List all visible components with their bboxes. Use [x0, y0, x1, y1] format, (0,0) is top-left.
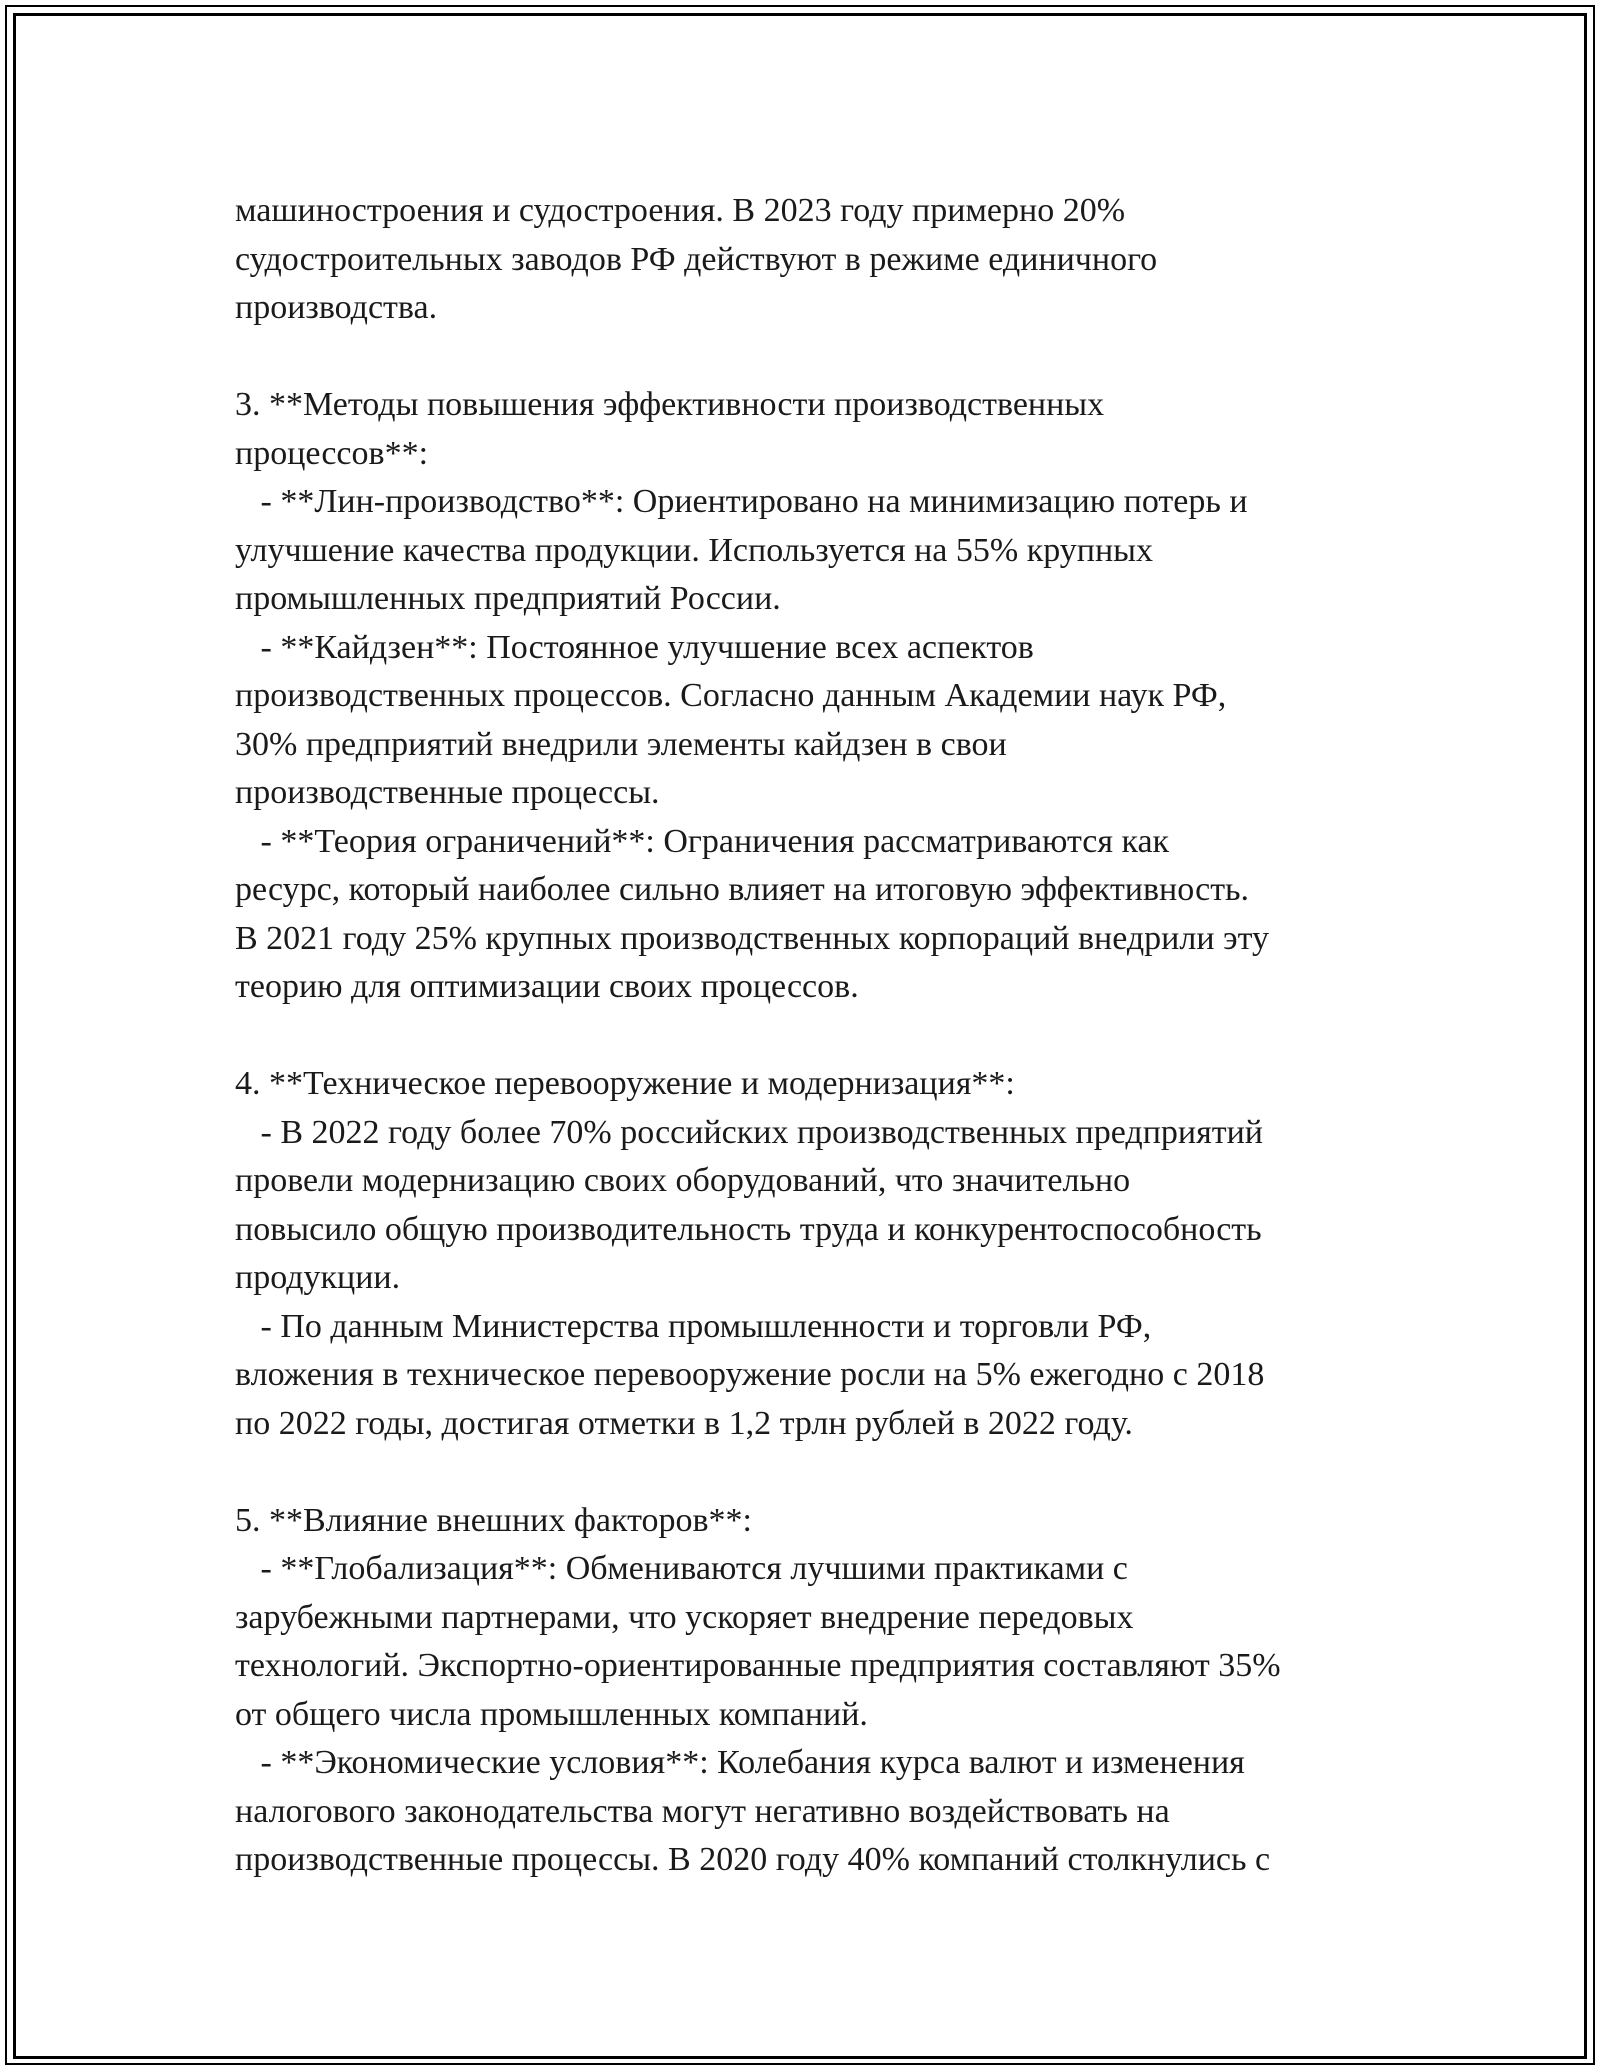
- text-line: повысило общую производительность труда и конкурентоспособность: [235, 1210, 1262, 1248]
- text-line: вложения в техническое перевооружение росли на 5% ежегодно с 2018: [235, 1356, 1265, 1393]
- list-item-line: - **Экономические условия**: Колебания курса валют и изменения: [235, 1744, 1245, 1781]
- text-line: 30% предприятий внедрили элементы кайдзен в свои: [235, 725, 1007, 763]
- text-line: машиностроения и судостроения. В 2023 году примерно 20%: [235, 192, 1126, 229]
- text-line: зарубежными партнерами, что ускоряет внедрение передовых: [235, 1598, 1134, 1636]
- section-heading: 4. **Техническое перевооружение и модернизация**:: [235, 1065, 1015, 1102]
- list-item-line: - **Глобализация**: Обмениваются лучшими практиками с: [235, 1550, 1128, 1587]
- text-line: провели модернизацию своих оборудований, что значительно: [235, 1162, 1131, 1199]
- text-line: продукции.: [235, 1259, 401, 1296]
- section-heading: 3. **Методы повышения эффективности производственных: [235, 386, 1105, 423]
- list-item-line: - **Лин-производство**: Ориентировано на минимизацию потерь и: [235, 483, 1248, 520]
- text-line: улучшение качества продукции. Используется на 55% крупных: [235, 531, 1153, 569]
- text-line: налогового законодательства могут негативно воздействовать на: [235, 1792, 1170, 1830]
- paragraph-gap: [235, 333, 1385, 382]
- list-item-line: - **Теория ограничений**: Ограничения рассматриваются как: [235, 822, 1170, 860]
- text-line: судостроительных заводов РФ действуют в режиме единичного: [235, 240, 1158, 278]
- text-line: по 2022 годы, достигая отметки в 1,2 трлн рублей в 2022 году.: [235, 1404, 1133, 1442]
- list-item-line: - По данным Министерства промышленности и торговли РФ,: [235, 1307, 1152, 1345]
- section-heading: процессов**:: [235, 434, 429, 472]
- text-line: ресурс, который наиболее сильно влияет на итоговую эффективность.: [235, 871, 1250, 908]
- text-line: от общего числа промышленных компаний.: [235, 1695, 868, 1733]
- text-line: производственные процессы. В 2020 году 40% компаний столкнулись с: [235, 1841, 1271, 1878]
- text-line: теорию для оптимизации своих процессов.: [235, 968, 859, 1005]
- document-body: [235, 187, 1385, 1885]
- text-line: технологий. Экспортно-ориентированные предприятия составляют 35%: [235, 1647, 1281, 1684]
- text-line: производства.: [235, 289, 438, 326]
- list-item-line: - **Кайдзен**: Постоянное улучшение всех аспектов: [235, 628, 1034, 666]
- paragraph-gap: [235, 1448, 1385, 1497]
- text-line: производственные процессы.: [235, 774, 660, 811]
- list-item-line: - В 2022 году более 70% российских производственных предприятий: [235, 1113, 1263, 1151]
- text-line: В 2021 году 25% крупных производственных корпораций внедрили эту: [235, 919, 1270, 957]
- paragraph-gap: [235, 1012, 1385, 1061]
- text-line: производственных процессов. Согласно данным Академии наук РФ,: [235, 677, 1227, 714]
- text-line: промышленных предприятий России.: [235, 580, 781, 617]
- section-heading: 5. **Влияние внешних факторов**:: [235, 1501, 752, 1539]
